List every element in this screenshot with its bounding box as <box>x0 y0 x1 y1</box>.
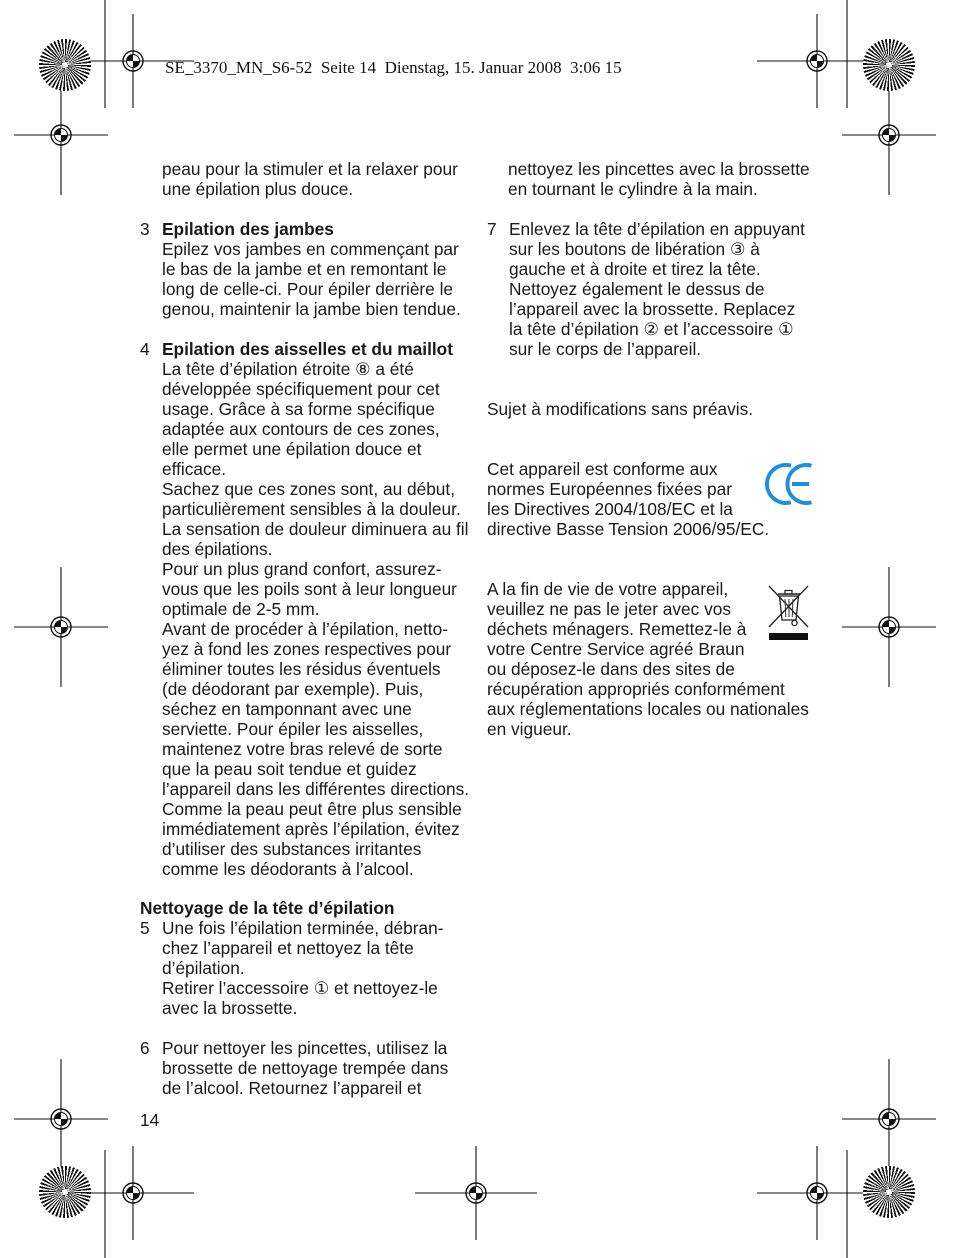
step-4 <box>140 339 469 879</box>
step-text: La tête d’épilation étroite ⑧ a été développée spécifiquement pour cet usage. Grâce à sa forme spécifique adaptée aux contours de ces zones, elle permet une épilation douce et efficace. Sachez que ces zones sont, au début, particulièrement sensibles à la douleur. La sensation de douleur diminuera au fil des épilations. Pour un plus grand confort, assurez- vous que les poils sont à leur longueur optimale de 2-5 mm. Avant de procéder à l’épilation, netto- yez à fond les zones respectives pour éliminer toutes les résidus éventuels (de déodorant par exemple). Puis, séchez en tamponnant avec une serviette. Pour épiler les aisselles, maintenez votre bras relevé de sorte que la peau soit tendue et guidez l’appareil dans les différentes directions. Comme la peau peut être plus sensible immédiatement après l’épilation, évitez d’utiliser des substances irritantes comme les déodorants à l’alcool. <box>162 359 470 879</box>
step-text: Pour nettoyer les pincettes, utilisez la brossette de nettoyage trempée dans de l’alcool. Retournez l’appareil et <box>162 1038 449 1098</box>
step-content <box>509 219 805 359</box>
step-5 <box>140 918 443 1018</box>
starburst-icon <box>39 1166 91 1218</box>
ce-mark-icon <box>765 462 813 506</box>
step-7 <box>487 219 805 359</box>
starburst-icon <box>863 1166 915 1218</box>
step-content <box>162 219 461 319</box>
section-heading-cleaning: Nettoyage de la tête d’épilation <box>140 898 395 918</box>
step-6 <box>140 1038 448 1098</box>
disposal-statement: A la fin de vie de votre appareil, veuillez ne pas le jeter avec vos déchets ménagers. Remettez-le à votre Centre Service agréé Braun ou déposez-le dans des sites de récupération appropriés conformément aux réglementations locales ou nationales en vigueur. <box>487 579 809 739</box>
step-content <box>162 1038 448 1098</box>
step-number: 5 <box>140 918 150 938</box>
registration-target-icon <box>123 51 143 71</box>
step-text: Enlevez la tête d’épilation en appuyant sur les boutons de libération ③ à gauche et à droite et tirez la tête. Nettoyez également le dessus de l’appareil avec la brossette. Replacez la tête d’épilation ② et l’accessoire ① sur le corps de l’appareil. <box>509 219 805 359</box>
step-title: Epilation des aisselles et du maillot <box>162 339 453 359</box>
step-number: 7 <box>487 219 497 239</box>
registration-target-icon <box>51 125 71 145</box>
step-3 <box>140 219 461 319</box>
print-slug-line: SE_3370_MN_S6-52 Seite 14 Dienstag, 15. Januar 2008 3:06 15 <box>165 58 622 77</box>
continued-text: nettoyez les pincettes avec la brossette en tournant le cylindre à la main. <box>508 159 810 199</box>
step-number: 3 <box>140 219 150 239</box>
registration-target-icon <box>466 1183 486 1203</box>
registration-target-icon <box>807 51 827 71</box>
crossed-out-wheelie-bin-icon <box>766 583 811 642</box>
starburst-icon <box>863 39 915 91</box>
step-text: Epilez vos jambes en commençant par le bas de la jambe et en remontant le long de celle-ci. Pour épiler derrière le genou, maintenir la jambe bien tendue. <box>162 239 461 319</box>
step-text: Une fois l’épilation terminée, débran- chez l’appareil et nettoyez la tête d’épilation. Retirer l’accessoire ① et nettoyez-le avec la brossette. <box>162 918 444 1018</box>
page-number: 14 <box>140 1110 160 1130</box>
registration-target-icon <box>51 617 71 637</box>
step-content <box>162 339 469 879</box>
step-number: 4 <box>140 339 150 359</box>
registration-target-icon <box>51 1109 71 1129</box>
starburst-icon <box>39 39 91 91</box>
registration-target-icon <box>879 617 899 637</box>
registration-target-icon <box>879 125 899 145</box>
registration-target-icon <box>807 1183 827 1203</box>
conformity-statement: Cet appareil est conforme aux normes Européennes fixées par les Directives 2004/108/EC et la directive Basse Tension 2006/95/EC. <box>487 459 770 539</box>
step-number: 6 <box>140 1038 150 1058</box>
registration-target-icon <box>879 1109 899 1129</box>
intro-text: peau pour la stimuler et la relaxer pour une épilation plus douce. <box>162 159 458 199</box>
modification-notice: Sujet à modifications sans préavis. <box>487 399 754 419</box>
step-title: Epilation des jambes <box>162 219 334 239</box>
registration-target-icon <box>123 1183 143 1203</box>
step-content <box>162 918 443 1018</box>
